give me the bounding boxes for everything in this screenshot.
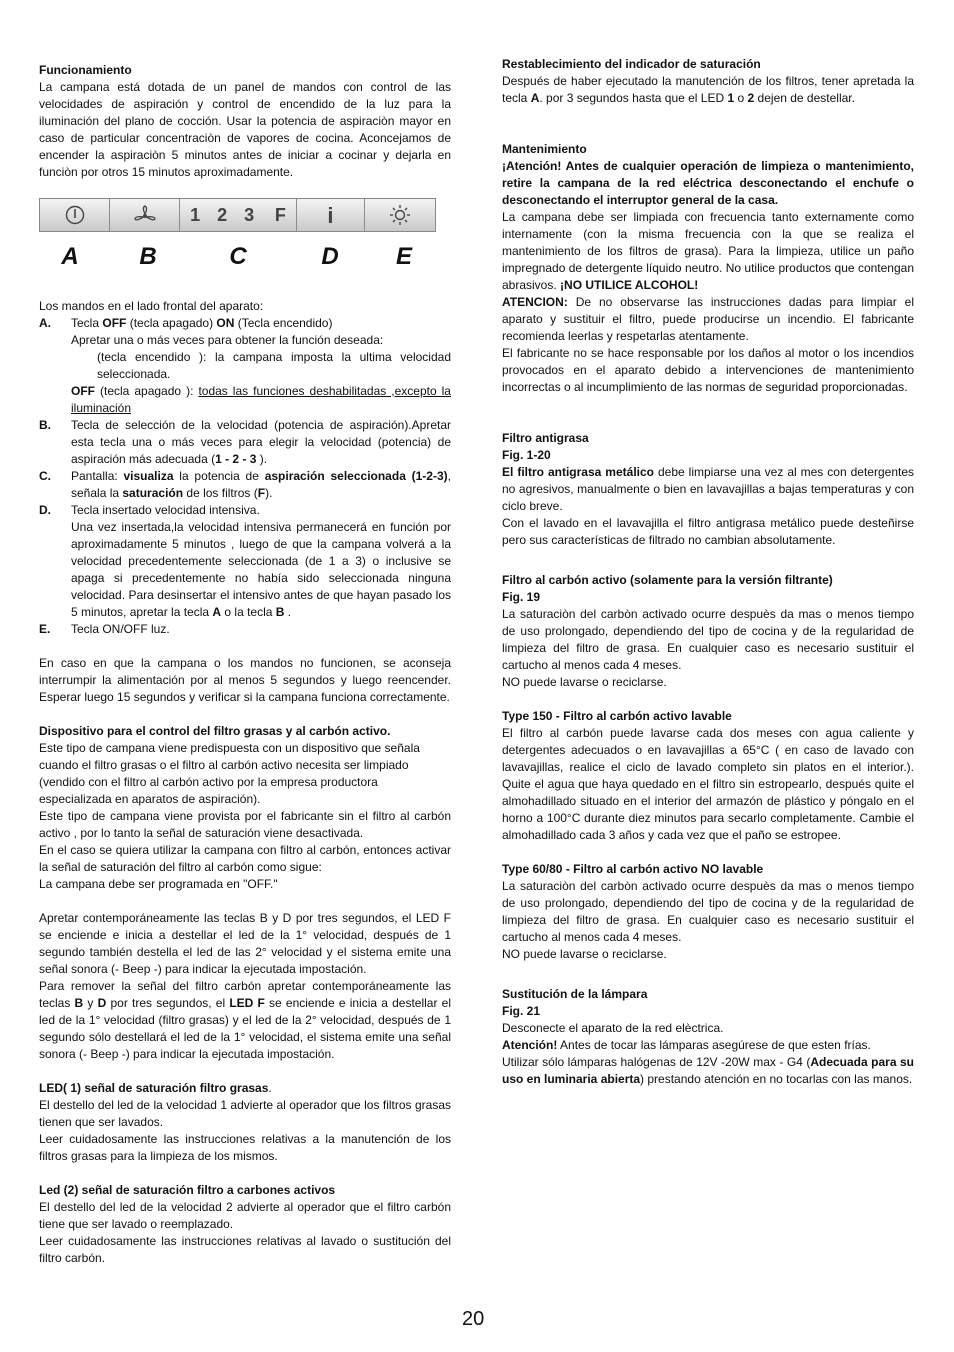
mandos-intro: Los mandos en el lado frontal del aparato: <box>39 299 264 313</box>
list-item-d: D. Tecla insertado velocidad intensiva. <box>39 503 260 517</box>
section-title-restablecimiento: Restablecimiento del indicador de saturación <box>502 57 761 71</box>
restablecimiento-text: Después de haber ejecutado la manutención de los filtros, tener apretada la tecla A. por 3 segundos hasta que el LED 1 o 2 dejen de destellar. <box>502 74 914 105</box>
letter-c: C <box>229 243 247 270</box>
type6080-p2: NO puede lavarse o reciclarse. <box>502 947 667 961</box>
type6080-p1: La saturaciòn del carbòn activado ocurre despuès da mas o menos tiempo de uso prolongado, dependiendo del tipo de cocina y de la regularidad de limpieza del filtro de grasa. En cualquier caso es necesario sustituir el cartucho al menos cada 4 meses. <box>502 879 914 944</box>
control-panel-bar <box>39 198 436 232</box>
control-panel-figure <box>39 198 436 276</box>
funcionamiento-text: La campana está dotada de un panel de mandos con control de las velocidades de aspiración y control de encendido de la luz para la iluminación del plano de cocción. Usar la potencia de aspiraciòn mayor en caso de particular concentraciòn de vapores de cocina. Aconcejamos de encender la aspiraciòn 5 minutos antes de iniciar a cocinar y dejarla en funciòn por otros 15 minutos aproximadamente. <box>39 80 451 179</box>
caso-text: En caso en que la campana o los mandos no funcionen, se aconseja interrumpir la alimentación por al menos 5 segundos y luego reencender. Esperar luego 15 segundos y verificar si la campana funciona correctamente. <box>39 656 451 704</box>
list-item-e: E. Tecla ON/OFF luz. <box>39 622 170 636</box>
fan-key <box>110 199 180 231</box>
section-title-led1: LED( 1) señal de saturación filtro grasas. <box>39 1081 272 1095</box>
a-line4: OFF (tecla apagado ): todas las funciones deshabilitadas ,excepto la iluminación <box>71 384 451 415</box>
speed-digits: 1 2 3 <box>190 204 261 225</box>
section-title-mantenimiento: Mantenimiento <box>502 142 587 156</box>
mantenimiento-p1: La campana debe ser limpiada con frecuencia tanto externamente como internamente (con la misma frecuencia con la que se realiza el mantenimiento de los filtros de grasa). Para la limpieza, utilice un paño impregnado de detergente líquido neutro. No utilice productos que contengan abrasivos. ¡NO UTILICE ALCOHOL! <box>502 210 914 292</box>
lampara-p2: Atención! Antes de tocar las lámparas asegúrese de que esten frías. <box>502 1038 871 1052</box>
light-icon <box>388 203 412 227</box>
section-title-carbon: Filtro al carbón activo (solamente para la versión filtrante) <box>502 573 833 587</box>
antigrasa-p1: El filtro antigrasa metálico debe limpiarse una vez al mes con detergentes no agresivos, manualmente o bien en lavavajillas a bajas temperaturas y con ciclo breve. <box>502 465 915 513</box>
type150-text: El filtro al carbón puede lavarse cada dos meses con agua caliente y detergentes adecuados o en lavavajillas a 65°C ( en caso de lavado con lavavajillas, realice el ciclo de lavado completo sin platos en el interior.). Quite el agua que haya quedado en el filtro sin estropearlo, después quite el almohadillado situado en el interior del armazón de plástico y póngalo en el horno a 100°C durante diez minutos para secarlo completamente. Cambie el almohadillado cada 3 años y cada vez que el paño se estropee. <box>502 726 914 842</box>
a-line2: Apretar una o más veces para obtener la función deseada: <box>71 333 384 347</box>
mantenimiento-p3: El fabricante no se hace responsable por los daños al motor o los incendios provocados en el aparato debido a intervenciones de mantenimiento incorrectas o al incumplimiento de las normas de seguridad proporcionadas. <box>502 346 914 394</box>
dispositivo-p3: En el caso se quiera utilizar la campana con filtro al carbón, entonces activar la señal de saturación del filtro al carbón como sigue: <box>39 843 451 874</box>
lampara-p1: Desconecte el aparato de la red elèctrica. <box>502 1021 724 1035</box>
remover-text: Para remover la señal del filtro carbón apretar contemporáneamente las teclas B y D por tres segundos, el LED F se enciende e inicia a destellar el led de la 1° velocidad (filtro grasas) y el led de la 2° velocidad, después de 1 segundo sólo destellará el led de la 1° velocidad, el sistema emite una señal sonora (- Beep -) para indicar la ejecutada impostación. <box>39 979 451 1061</box>
item-key: A. <box>39 316 51 330</box>
antigrasa-fig: Fig. 1-20 <box>502 448 551 462</box>
apretar-text: Apretar contemporáneamente las teclas B y D por tres segundos, el LED F se enciende e inicia a destellar el led de la 1° velocidad, después de 1 segundo también destella el led de las 2° velocidad y el sistema emite una señal sonora (- Beep -) para indicar la ejecutada impostación. <box>39 911 451 976</box>
a-line3: (tecla encendido ): la campana imposta la ultima velocidad seleccionada. <box>97 350 451 381</box>
section-title-funcionamiento: Funcionamiento <box>39 63 132 77</box>
section-title-type6080: Type 60/80 - Filtro al carbón activo NO lavable <box>502 862 764 876</box>
led2-p1: El destello del led de la velocidad 2 advierte al operador que el filtro carbón tiene que ser lavado o reemplazado. <box>39 1200 451 1231</box>
letter-d: D <box>321 243 339 270</box>
intensive-key <box>297 199 365 231</box>
panel-letters <box>39 243 436 276</box>
info-icon: i <box>327 202 334 228</box>
section-title-dispositivo: Dispositivo para el control del filtro grasas y al carbón activo. <box>39 724 391 738</box>
section-title-led2: Led (2) señal de saturación filtro a carbones activos <box>39 1183 336 1197</box>
led1-p2: Leer cuidadosamente las instrucciones relativas a la manutención de los filtros grasas para la limpieza de los mismos. <box>39 1132 451 1163</box>
display <box>180 199 297 231</box>
right-column <box>502 56 914 1088</box>
section-title-antigrasa: Filtro antigrasa <box>502 431 589 445</box>
power-key <box>40 199 110 231</box>
letter-b: B <box>139 243 157 270</box>
page-number: 20 <box>462 1308 485 1330</box>
lampara-fig: Fig. 21 <box>502 1004 541 1018</box>
list-item-c: C. Pantalla: visualiza la potencia de aspiración seleccionada (1-2-3), señala la saturación de los filtros (F). <box>39 469 451 500</box>
lampara-p3: Utilizar sólo lámparas halógenas de 12V -20W max - G4 (Adecuada para su uso en luminaria abierta) prestando atención en no tocarlas con las manos. <box>502 1055 915 1086</box>
list-item-b: B. Tecla de selección de la velocidad (potencia de aspiración).Apretar esta tecla una o más veces para elegir la velocidad (potencia) de aspiración más adecuada (1 - 2 - 3 ). <box>39 418 451 466</box>
fan-icon <box>132 204 158 226</box>
dispositivo-p4: La campana debe ser programada en "OFF." <box>39 877 278 891</box>
dispositivo-p2: Este tipo de campana viene provista por el fabricante sin el filtro al carbón activo , por lo tanto la señal de saturación viene desactivada. <box>39 809 451 840</box>
letter-a: A <box>61 243 79 270</box>
left-column <box>39 62 451 1267</box>
power-icon <box>64 204 86 226</box>
antigrasa-p2: Con el lavado en el lavavajilla el filtro antigrasa metálico puede desteñirse pero sus características de filtrado no cambian absolutamente. <box>502 516 914 547</box>
mantenimiento-warning: ¡Atención! Antes de cualquier operación de limpieza o mantenimiento, retire la campana de la red eléctrica desconectando el enchufe o desconectando el interruptor general de la casa. <box>502 159 914 207</box>
led1-p1: El destello del led de la velocidad 1 advierte al operador que los filtros grasas tienen que ser lavados. <box>39 1098 451 1129</box>
d-body: Una vez insertada,la velocidad intensiva permanecerá en función por aproximadamente 5 minutos , luego de que la campana volverá a la velocidad precedentemente seleccionada (de 1 a 3) o inclusive se apaga si precedentemente no había sido seleccionada ninguna velocidad. Para desinsertar el intensivo antes de que hayan pasado los 5 minutos, apretar la tecla A o la tecla B . <box>71 520 451 619</box>
list-item-a: A. Tecla OFF (tecla apagado) ON (Tecla encendido) <box>39 316 333 330</box>
carbon-fig: Fig. 19 <box>502 590 541 604</box>
light-key <box>365 199 435 231</box>
carbon-p2: NO puede lavarse o reciclarse. <box>502 675 667 689</box>
letter-e: E <box>395 243 412 270</box>
dispositivo-p1: Este tipo de campana viene predispuesta con un dispositivo que señala cuando el filtro grasas o el filtro al carbón activo necesita ser limpiado (vendido con el filtro al carbón activo por la empresa productora especializada en aparatos de aspiración). <box>39 741 420 806</box>
mantenimiento-p2: ATENCION: De no observarse las instrucciones dadas para limpiar el aparato y sustituir el filtro, puede producirse un incendio. El fabricante recomienda leerlas y respetarlas atentamente. <box>502 295 914 343</box>
section-title-lampara: Sustitución de la lámpara <box>502 987 648 1001</box>
filter-indicator: F <box>274 204 286 225</box>
section-title-type150: Type 150 - Filtro al carbón activo lavable <box>502 709 732 723</box>
carbon-p1: La saturaciòn del carbòn activado ocurre despuès da mas o menos tiempo de uso prolongado, dependiendo del tipo de cocina y de la regularidad de limpieza del filtro de grasa. En cualquier caso es necesario sustituir el cartucho al menos cada 4 meses. <box>502 607 914 672</box>
led2-p2: Leer cuidadosamente las instrucciones relativas al lavado o sustitución del filtro carbón. <box>39 1234 451 1265</box>
